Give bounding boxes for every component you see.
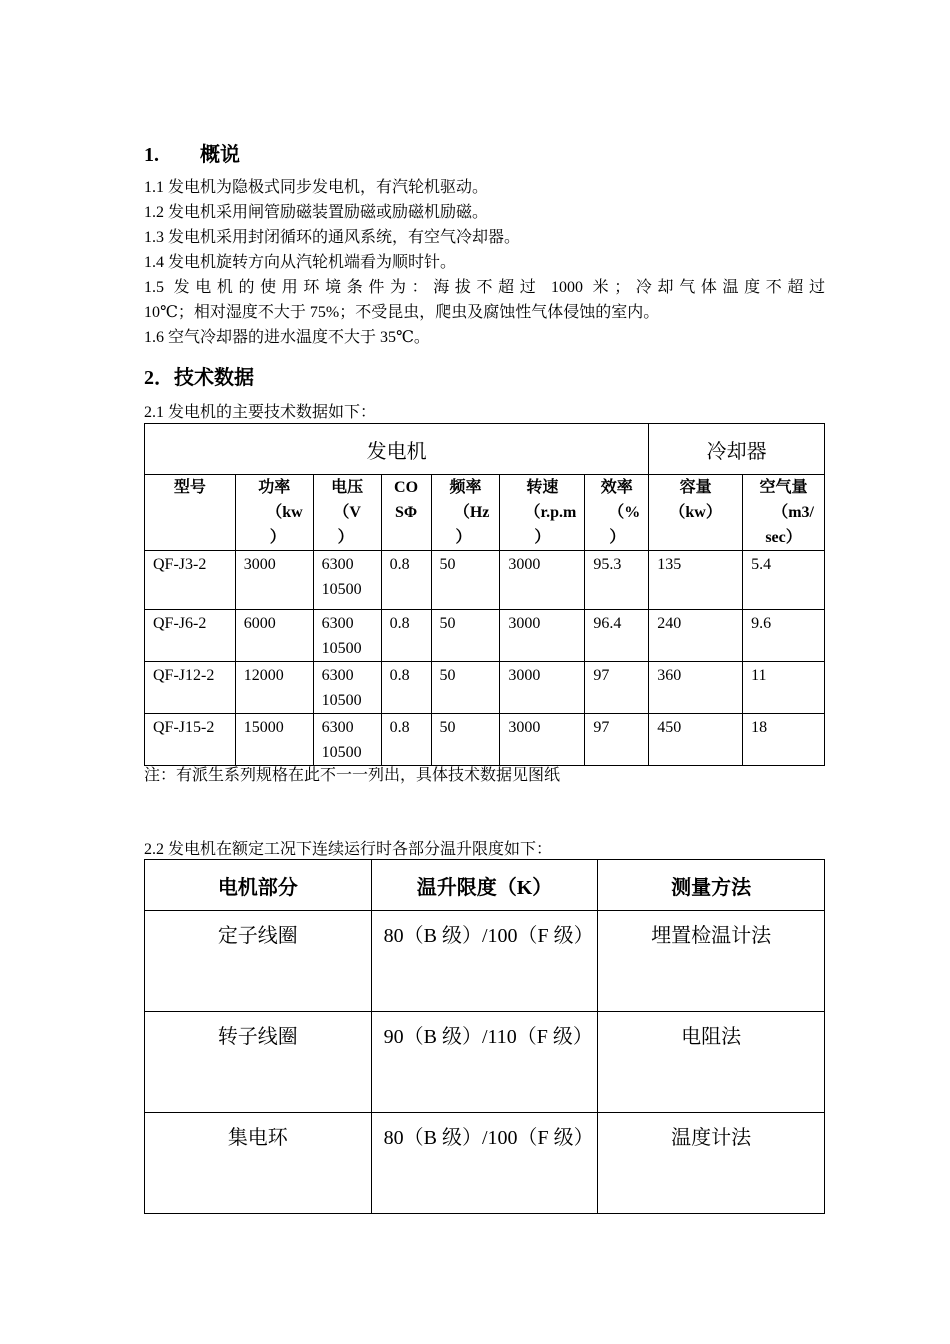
cell-power: 6000 bbox=[235, 610, 313, 662]
col-freq-header bbox=[431, 475, 500, 551]
table-group-header bbox=[145, 424, 825, 475]
col-method-header: 测量方法 bbox=[598, 860, 825, 911]
col-eff-header bbox=[585, 475, 649, 551]
table-row bbox=[145, 714, 825, 766]
voltage-2: 10500 bbox=[321, 640, 362, 657]
col-model-header bbox=[145, 475, 236, 551]
cell-model: QF-J6-2 bbox=[145, 610, 236, 662]
cell-part: 定子线圈 bbox=[145, 911, 372, 1012]
cell-cos: 0.8 bbox=[381, 662, 431, 714]
cell-speed: 3000 bbox=[500, 714, 585, 766]
cell-method: 埋置检温计法 bbox=[598, 911, 825, 1012]
group-cooler-header: 冷却器 bbox=[649, 424, 825, 475]
table-note: 注：有派生系列规格在此不一一列出，具体技术数据见图纸 bbox=[144, 767, 561, 784]
header-text: 型号 bbox=[173, 479, 206, 496]
cell-freq: 50 bbox=[431, 551, 500, 610]
section-2-2-intro: 2.2 发电机在额定工况下连续运行时各部分温升限度如下： bbox=[144, 841, 553, 858]
header-unit: （r.p.m bbox=[524, 504, 577, 521]
cell-power: 12000 bbox=[235, 662, 313, 714]
voltage-1: 6300 bbox=[321, 667, 354, 684]
cell-speed: 3000 bbox=[500, 662, 585, 714]
table-row bbox=[145, 911, 825, 1012]
table-row bbox=[145, 1113, 825, 1214]
cell-cos: 0.8 bbox=[381, 551, 431, 610]
item-1-1: 1.1 发电机为隐极式同步发电机，有汽轮机驱动。 bbox=[144, 179, 489, 196]
cell-voltage bbox=[313, 610, 381, 662]
table-row bbox=[145, 1012, 825, 1113]
header-text: 空气量 bbox=[759, 479, 808, 496]
cell-model: QF-J3-2 bbox=[145, 551, 236, 610]
table-row bbox=[145, 610, 825, 662]
col-part-header: 电机部分 bbox=[145, 860, 372, 911]
item-1-2: 1.2 发电机采用闸管励磁装置励磁或励磁机励磁。 bbox=[144, 204, 489, 221]
header-unit: （Hz bbox=[453, 504, 490, 521]
cell-capacity: 240 bbox=[649, 610, 743, 662]
cell-voltage bbox=[313, 714, 381, 766]
table-row bbox=[145, 662, 825, 714]
voltage-2: 10500 bbox=[321, 744, 362, 761]
header-unit-close: ） bbox=[455, 529, 472, 546]
item-1-3: 1.3 发电机采用封闭循环的通风系统，有空气冷却器。 bbox=[144, 229, 521, 246]
cell-method: 电阻法 bbox=[598, 1012, 825, 1113]
section-2-heading: 2．技术数据 bbox=[144, 367, 254, 389]
cell-method: 温度计法 bbox=[598, 1113, 825, 1214]
section-2-1-intro: 2.1 发电机的主要技术数据如下： bbox=[144, 404, 377, 421]
cell-voltage bbox=[313, 662, 381, 714]
cell-air: 18 bbox=[743, 714, 825, 766]
col-air-header bbox=[743, 475, 825, 551]
section-1-heading bbox=[144, 138, 240, 167]
header-unit-close: ） bbox=[269, 529, 286, 546]
cell-eff: 95.3 bbox=[585, 551, 649, 610]
cell-air: 9.6 bbox=[743, 610, 825, 662]
header-text: 功率 bbox=[258, 479, 291, 496]
cell-speed: 3000 bbox=[500, 551, 585, 610]
header-unit: （V bbox=[333, 504, 361, 521]
section-1-title: 概说 bbox=[200, 144, 240, 166]
header-unit: （% bbox=[608, 504, 641, 521]
col-power-header bbox=[235, 475, 313, 551]
cell-cos: 0.8 bbox=[381, 714, 431, 766]
cell-capacity: 360 bbox=[649, 662, 743, 714]
header-unit: （kw bbox=[266, 504, 303, 521]
col-voltage-header bbox=[313, 475, 381, 551]
header-unit: （kw） bbox=[669, 504, 722, 521]
temperature-rise-table bbox=[144, 859, 825, 1214]
item-1-5-line-1: 1.5 发电机的使用环境条件为：海拔不超过 1000 米；冷却气体温度不超过 bbox=[144, 279, 825, 296]
item-1-5-line-2: 10℃；相对湿度不大于 75%；不受昆虫，爬虫及腐蚀性气体侵蚀的室内。 bbox=[144, 304, 660, 321]
voltage-2: 10500 bbox=[321, 581, 362, 598]
header-unit-close: sec） bbox=[765, 529, 802, 546]
cell-part: 转子线圈 bbox=[145, 1012, 372, 1113]
table-column-header bbox=[145, 475, 825, 551]
header-text: 效率 bbox=[600, 479, 633, 496]
cell-limit: 80（B 级）/100（F 级） bbox=[371, 911, 598, 1012]
group-generator-header: 发电机 bbox=[145, 424, 649, 475]
table-header-row bbox=[145, 860, 825, 911]
col-speed-header bbox=[500, 475, 585, 551]
header-text: 容量 bbox=[679, 479, 712, 496]
col-limit-header: 温升限度（K） bbox=[371, 860, 598, 911]
cell-voltage bbox=[313, 551, 381, 610]
cell-cos: 0.8 bbox=[381, 610, 431, 662]
section-1-items bbox=[144, 175, 825, 350]
cell-air: 5.4 bbox=[743, 551, 825, 610]
table-row bbox=[145, 551, 825, 610]
cell-eff: 97 bbox=[585, 662, 649, 714]
cell-eff: 97 bbox=[585, 714, 649, 766]
header-text-2: SΦ bbox=[394, 504, 418, 521]
cell-capacity: 450 bbox=[649, 714, 743, 766]
col-capacity-header bbox=[649, 475, 743, 551]
cell-capacity: 135 bbox=[649, 551, 743, 610]
header-text: 电压 bbox=[331, 479, 364, 496]
cell-freq: 50 bbox=[431, 662, 500, 714]
generator-spec-table bbox=[144, 423, 825, 766]
voltage-1: 6300 bbox=[321, 719, 354, 736]
cell-power: 3000 bbox=[235, 551, 313, 610]
cell-air: 11 bbox=[743, 662, 825, 714]
voltage-1: 6300 bbox=[321, 615, 354, 632]
cell-power: 15000 bbox=[235, 714, 313, 766]
voltage-1: 6300 bbox=[321, 556, 354, 573]
header-unit-close: ） bbox=[534, 529, 551, 546]
cell-freq: 50 bbox=[431, 610, 500, 662]
voltage-2: 10500 bbox=[321, 692, 362, 709]
header-text: 转速 bbox=[526, 479, 559, 496]
section-1-number: 1. bbox=[144, 144, 159, 166]
header-text: CO bbox=[394, 479, 419, 496]
header-unit: （m3/ bbox=[772, 504, 814, 521]
cell-speed: 3000 bbox=[500, 610, 585, 662]
cell-part: 集电环 bbox=[145, 1113, 372, 1214]
item-1-6: 1.6 空气冷却器的进水温度不大于 35℃。 bbox=[144, 329, 430, 346]
col-cos-header bbox=[381, 475, 431, 551]
cell-limit: 80（B 级）/100（F 级） bbox=[371, 1113, 598, 1214]
cell-model: QF-J12-2 bbox=[145, 662, 236, 714]
cell-eff: 96.4 bbox=[585, 610, 649, 662]
header-text: 频率 bbox=[449, 479, 482, 496]
cell-limit: 90（B 级）/110（F 级） bbox=[371, 1012, 598, 1113]
item-1-4: 1.4 发电机旋转方向从汽轮机端看为顺时针。 bbox=[144, 254, 457, 271]
cell-freq: 50 bbox=[431, 714, 500, 766]
header-unit-close: ） bbox=[609, 529, 626, 546]
cell-model: QF-J15-2 bbox=[145, 714, 236, 766]
header-unit-close: ） bbox=[337, 529, 354, 546]
